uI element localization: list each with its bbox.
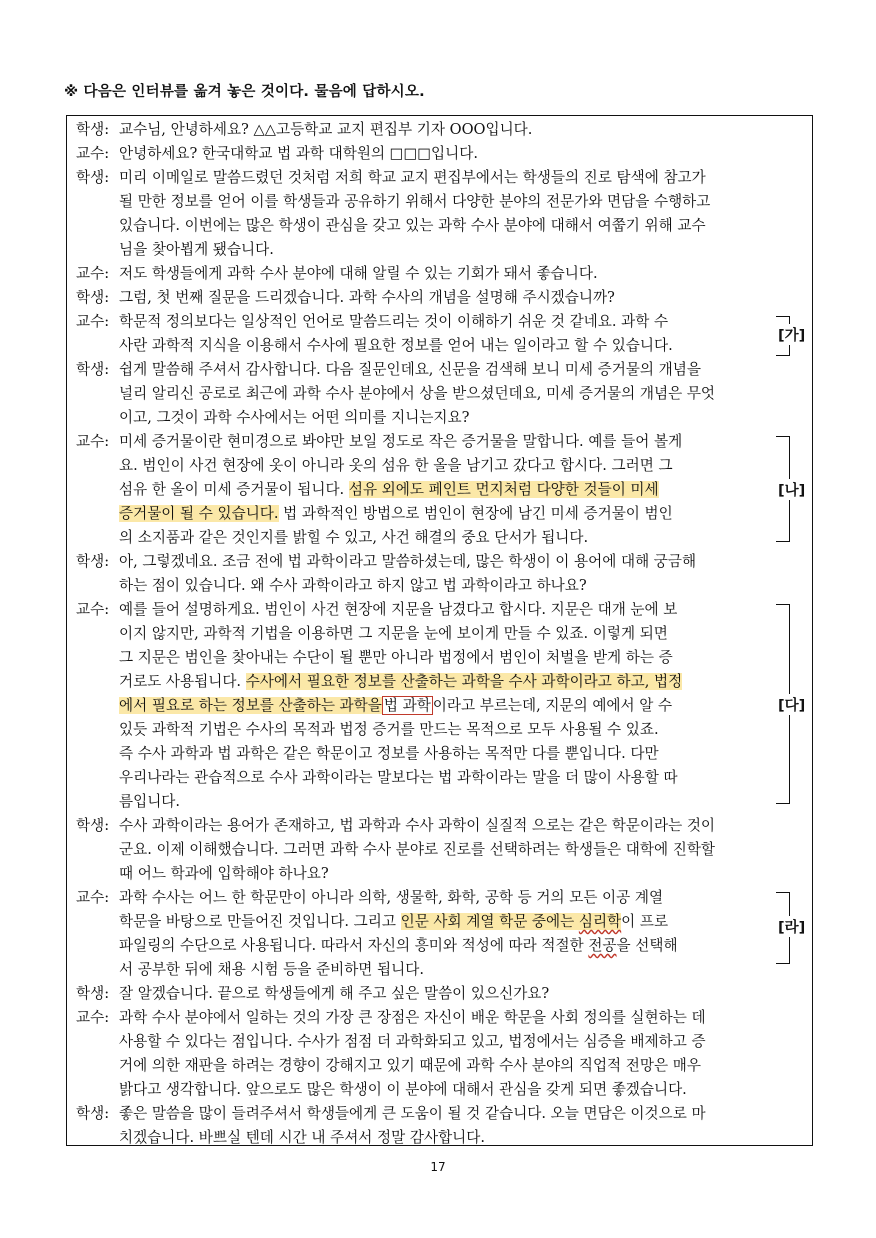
- student-line: 널리 알리신 공로로 최근에 과학 수사 분야에서 상을 받으셨던데요, 미세 증거물의 개념은 무엇: [119, 385, 716, 402]
- speaker-professor: 교수:: [76, 433, 110, 450]
- highlighted-text: 섬유 외에도 페인트 먼지처럼 다양한 것들이 미세: [348, 481, 659, 498]
- highlighted-text: 수사에서 필요한 정보를 산출하는 과학을 수사 과학이라고 하고, 법정: [245, 673, 683, 690]
- student-line: 치겠습니다. 바쁘실 텐데 시간 내 주셔서 정말 감사합니다.: [119, 1129, 485, 1146]
- text-segment: 을 선택해: [616, 937, 678, 954]
- boxed-term: 법 과학: [383, 697, 431, 714]
- professor-line: 학문적 정의보다는 일상적인 언어로 말씀드리는 것이 이해하기 쉬운 것 같네요. 과학 수: [119, 313, 669, 330]
- speaker-student: 학생:: [76, 121, 110, 138]
- student-line: 쉽게 말씀해 주셔서 감사합니다. 다음 질문인데요, 신문을 검색해 보니 미세 증거물의 개념을: [119, 361, 701, 378]
- label-ra: [라]: [777, 916, 806, 937]
- underlined-term: 심리학: [578, 913, 622, 930]
- text-segment: 이 프로: [621, 913, 669, 930]
- speaker-student: 학생:: [76, 169, 110, 186]
- professor-line: 밝다고 생각합니다. 앞으로도 많은 학생이 이 분야에 대해서 관심을 갖게 되면 좋겠습니다.: [119, 1081, 687, 1098]
- speaker-student: 학생:: [76, 985, 110, 1002]
- professor-line: 예를 들어 설명하게요. 범인이 사건 현장에 지문을 남겼다고 합시다. 지문은 대개 눈에 보: [119, 601, 678, 618]
- professor-line: [119, 478, 659, 502]
- student-line: 있습니다. 이번에는 많은 학생이 관심을 갖고 있는 과학 수사 분야에 대해서 여쭙기 위해 교수: [119, 217, 706, 234]
- professor-line: 그 지문은 범인을 찾아내는 수단이 될 뿐만 아니라 법정에서 범인이 처벌을 받게 하는 증: [119, 649, 673, 666]
- speaker-professor: 교수:: [76, 1009, 110, 1026]
- professor-line: 사용할 수 있다는 점입니다. 수사가 점점 더 과학화되고 있고, 법정에서는 심증을 배제하고 증: [119, 1033, 706, 1050]
- highlighted-text: 인문 사회 계열 학문 중에는: [400, 913, 579, 930]
- speaker-student: 학생:: [76, 817, 110, 834]
- text-segment: 법 과학적인 방법으로 범인이 현장에 남긴 미세 증거물이 범인: [278, 505, 673, 522]
- instruction-heading: ※ 다음은 인터뷰를 옮겨 놓은 것이다. 물음에 답하시오.: [64, 84, 425, 100]
- speaker-professor: 교수:: [76, 265, 110, 282]
- professor-line: 요. 범인이 사건 현장에 옷이 아니라 옷의 섬유 한 올을 남기고 갔다고 합시다. 그러면 그: [119, 457, 673, 474]
- student-line: 하는 점이 있습니다. 왜 수사 과학이라고 하지 않고 법 과학이라고 하나요?: [119, 577, 587, 594]
- professor-line: 의 소지품과 같은 것인지를 밝힐 수 있고, 사건 해결의 중요 단서가 됩니다.: [119, 529, 589, 546]
- professor-line: 안녕하세요? 한국대학교 법 과학 대학원의 □□□입니다.: [119, 145, 478, 162]
- professor-line: 있듯 과학적 기법은 수사의 목적과 법정 증거를 만드는 목적으로 모두 사용될 수 있죠.: [119, 721, 659, 738]
- professor-line: 과학 수사는 어느 한 학문만이 아니라 의학, 생물학, 화학, 공학 등 거의 모든 이공 계열: [119, 889, 664, 906]
- professor-line: 즉 수사 과학과 법 과학은 같은 학문이고 정보를 사용하는 목적만 다를 뿐입니다. 다만: [119, 745, 659, 762]
- student-line: 교수님, 안녕하세요? △△고등학교 교지 편집부 기자 OOO입니다.: [119, 121, 533, 138]
- speaker-student: 학생:: [76, 289, 110, 306]
- student-line: 그럼, 첫 번째 질문을 드리겠습니다. 과학 수사의 개념을 설명해 주시겠습니까?: [119, 289, 615, 306]
- professor-line: 과학 수사 분야에서 일하는 것의 가장 큰 장점은 자신이 배운 학문을 사회 정의를 실현하는 데: [119, 1009, 706, 1026]
- underlined-term: 전공: [588, 937, 617, 954]
- highlighted-text: 증거물이 될 수 있습니다.: [119, 505, 279, 522]
- page-number: 17: [430, 1160, 446, 1174]
- professor-line: 름입니다.: [119, 793, 181, 810]
- student-line: 이고, 그것이 과학 수사에서는 어떤 의미를 지니는지요?: [119, 409, 470, 426]
- professor-line: 우리나라는 관습적으로 수사 과학이라는 말보다는 법 과학이라는 말을 더 많이 사용할 따: [119, 769, 678, 786]
- professor-line: 이지 않지만, 과학적 기법을 이용하면 그 지문을 눈에 보이게 만들 수 있죠. 이렇게 되면: [119, 625, 668, 642]
- label-ga: [가]: [777, 324, 806, 345]
- student-line: 아, 그렇겠네요. 조금 전에 법 과학이라고 말씀하셨는데, 많은 학생이 이 용어에 대해 궁금해: [119, 553, 697, 570]
- speaker-student: 학생:: [76, 361, 110, 378]
- label-da: [다]: [777, 694, 806, 715]
- professor-line: [119, 694, 672, 718]
- text-segment: 파일링의 수단으로 사용됩니다. 따라서 자신의 흥미와 적성에 따라 적절한: [119, 937, 589, 954]
- label-na: [나]: [777, 479, 806, 500]
- professor-line: 저도 학생들에게 과학 수사 분야에 대해 알릴 수 있는 기회가 돼서 좋습니다.: [119, 265, 598, 282]
- professor-line: 사란 과학적 지식을 이용해서 수사에 필요한 정보를 얻어 내는 일이라고 할 수 있습니다.: [119, 337, 673, 354]
- professor-line: [119, 910, 668, 934]
- text-segment: 이라고 부르는데, 지문의 예에서 알 수: [432, 697, 673, 714]
- speaker-student: 학생:: [76, 553, 110, 570]
- professor-line: [119, 502, 673, 526]
- speaker-professor: 교수:: [76, 601, 110, 618]
- student-line: 미리 이메일로 말씀드렸던 것처럼 저희 학교 교지 편집부에서는 학생들의 진로 탐색에 참고가: [119, 169, 706, 186]
- professor-line: [119, 670, 682, 694]
- speaker-professor: 교수:: [76, 313, 110, 330]
- professor-line: [119, 934, 678, 958]
- professor-line: 미세 증거물이란 현미경으로 봐야만 보일 정도로 작은 증거물을 말합니다. 예를 들어 볼게: [119, 433, 683, 450]
- text-segment: 학문을 바탕으로 만들어진 것입니다. 그리고: [119, 913, 401, 930]
- professor-line: 서 공부한 뒤에 채용 시험 등을 준비하면 됩니다.: [119, 961, 424, 978]
- speaker-professor: 교수:: [76, 145, 110, 162]
- text-segment: 거로도 사용됩니다.: [119, 673, 246, 690]
- student-line: 좋은 말씀을 많이 들려주셔서 학생들에게 큰 도움이 될 것 같습니다. 오늘 면담은 이것으로 마: [119, 1105, 706, 1122]
- student-line: 수사 과학이라는 용어가 존재하고, 법 과학과 수사 과학이 실질적 으로는 같은 학문이라는 것이: [119, 817, 716, 834]
- highlighted-text: 에서 필요로 하는 정보를 산출하는 과학을: [119, 697, 382, 714]
- student-line: 님을 찾아뵙게 됐습니다.: [119, 241, 274, 258]
- student-line: 잘 알겠습니다. 끝으로 학생들에게 해 주고 싶은 말씀이 있으신가요?: [119, 985, 550, 1002]
- student-line: 될 만한 정보를 얻어 이를 학생들과 공유하기 위해서 다양한 분야의 전문가와 면담을 수행하고: [119, 193, 711, 210]
- text-segment: 섬유 한 올이 미세 증거물이 됩니다.: [119, 481, 349, 498]
- speaker-professor: 교수:: [76, 889, 110, 906]
- speaker-student: 학생:: [76, 1105, 110, 1122]
- student-line: 군요. 이제 이해했습니다. 그러면 과학 수사 분야로 진로를 선택하려는 학생들은 대학에 진학할: [119, 841, 716, 858]
- student-line: 때 어느 학과에 입학해야 하나요?: [119, 865, 329, 882]
- professor-line: 거에 의한 재판을 하려는 경향이 강해지고 있기 때문에 과학 수사 분야의 직업적 전망은 매우: [119, 1057, 701, 1074]
